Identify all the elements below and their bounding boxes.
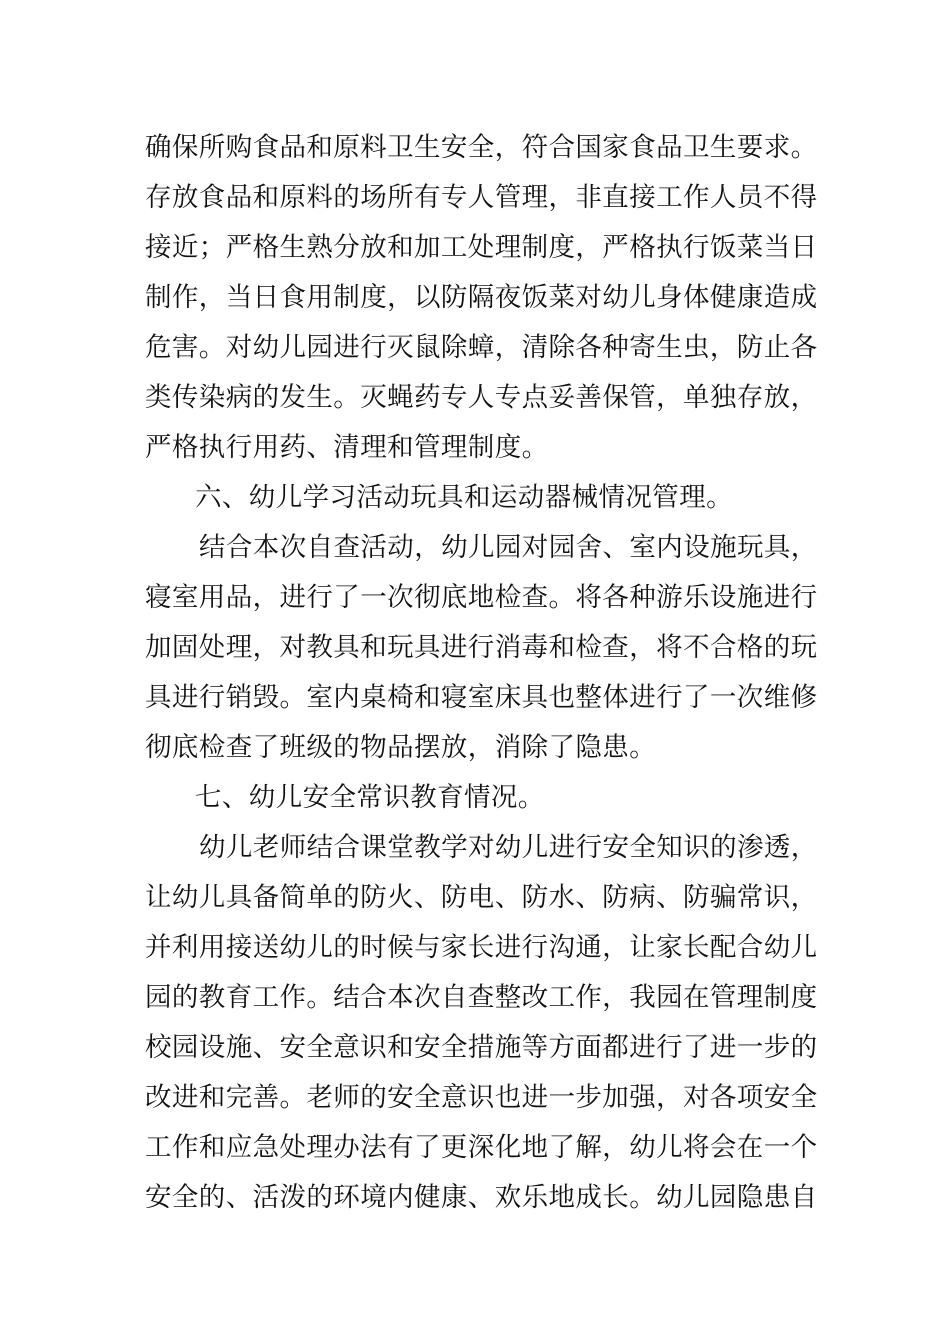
text-line: 校园设施、安全意识和安全措施等方面都进行了进一步的 xyxy=(145,1032,818,1063)
text-line: 寝室用品，进行了一次彻底地检查。将各种游乐设施进行 xyxy=(145,582,818,613)
section-heading: 七、幼儿安全常识教育情况。 xyxy=(195,782,545,813)
section-heading: 六、幼儿学习活动玩具和运动器械情况管理。 xyxy=(195,482,733,513)
text-line: 类传染病的发生。灭蝇药专人专点妥善保管，单独存放， xyxy=(145,382,818,413)
text-line: 幼儿老师结合课堂教学对幼儿进行安全知识的渗透， xyxy=(199,832,818,863)
text-line: 严格执行用药、清理和管理制度。 xyxy=(145,432,549,463)
text-line: 工作和应急处理办法有了更深化地了解，幼儿将会在一个 xyxy=(145,1132,818,1163)
text-line: 园的教育工作。结合本次自查整改工作，我园在管理制度 xyxy=(145,982,818,1013)
text-line: 危害。对幼儿园进行灭鼠除蟑，清除各种寄生虫，防止各 xyxy=(145,332,818,363)
text-line: 彻底检查了班级的物品摆放，消除了隐患。 xyxy=(145,732,657,763)
text-line: 让幼儿具备简单的防火、防电、防水、防病、防骗常识， xyxy=(145,882,818,913)
text-line: 安全的、活泼的环境内健康、欢乐地成长。幼儿园隐患自 xyxy=(145,1182,818,1213)
text-line: 并利用接送幼儿的时候与家长进行沟通，让家长配合幼儿 xyxy=(145,932,818,963)
text-line: 结合本次自查活动，幼儿园对园舍、室内设施玩具， xyxy=(199,532,818,563)
text-line: 存放食品和原料的场所有专人管理，非直接工作人员不得 xyxy=(145,182,818,213)
text-line: 制作，当日食用制度，以防隔夜饭菜对幼儿身体健康造成 xyxy=(145,282,818,313)
text-line: 确保所购食品和原料卫生安全，符合国家食品卫生要求。 xyxy=(145,132,818,163)
text-line: 改进和完善。老师的安全意识也进一步加强，对各项安全 xyxy=(145,1082,818,1113)
text-line: 具进行销毁。室内桌椅和寝室床具也整体进行了一次维修 xyxy=(145,682,818,713)
text-line: 接近；严格生熟分放和加工处理制度，严格执行饭菜当日 xyxy=(145,232,818,263)
text-line: 加固处理，对教具和玩具进行消毒和检查，将不合格的玩 xyxy=(145,632,818,663)
